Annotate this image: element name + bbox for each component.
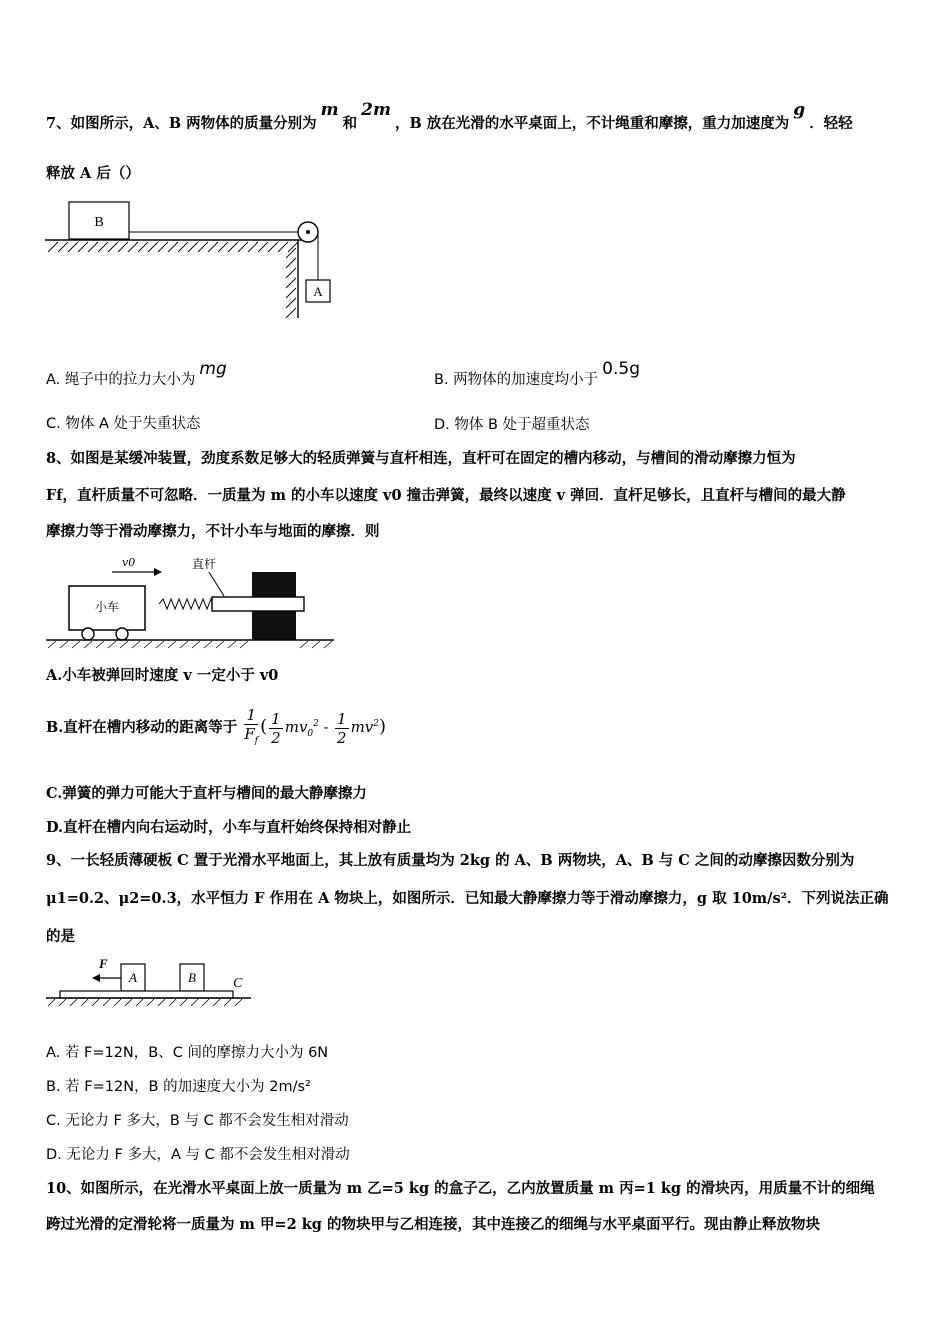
block-b-label: B xyxy=(94,215,104,230)
block-a-label: A xyxy=(129,970,137,985)
q8-stem-line2: Ff，直杆质量不可忽略．一质量为 m 的小车以速度 v0 撞击弹簧，最终以速度 v 弹回．直杆足够长，且直杆与槽间的最大静 xyxy=(46,487,846,504)
q8-fraction: $\frac{1}{F_f}$ xyxy=(244,706,259,746)
q7-option-d: D. 物体 B 处于超重状态 xyxy=(434,417,590,433)
block-b-label: B xyxy=(188,970,196,985)
block-a-label: A xyxy=(313,284,323,299)
gravity-g: g xyxy=(793,100,806,120)
v0-label: v0 xyxy=(122,556,136,569)
q9-stem-line2: μ1=0.2、μ2=0.3，水平恒力 F 作用在 A 物块上，如图所示．已知最大静摩擦力等于滑动摩擦力，g 取 10m/s²．下列说法正确 xyxy=(46,890,889,907)
force-f-label: F xyxy=(99,956,108,971)
rod-label: 直杆 xyxy=(192,557,217,571)
q10-stem-line2: 跨过光滑的定滑轮将一质量为 m 甲=2 kg 的物块甲与乙相连接，其中连接乙的细绳与水平桌面平行。现由静止释放物块 xyxy=(46,1216,820,1233)
q9-option-a: A. 若 F=12N，B、C 间的摩擦力大小为 6N xyxy=(46,1045,329,1061)
q9-figure xyxy=(44,955,259,1011)
q8-stem-line1: 8、如图是某缓冲装置，劲度系数足够大的轻质弹簧与直杆相连，直杆可在固定的槽内移动，与槽间的滑动摩擦力恒为 xyxy=(46,450,796,467)
q8-option-b: B.直杆在槽内移动的距离等于 $\frac{1}{F_f}$ ( $\frac{1}{2}$ $mv_0^2$ - $\frac{1}{2}$ $mv^2$) xyxy=(46,701,904,747)
q8-option-a: A.小车被弹回时速度 v 一定小于 v0 xyxy=(46,667,279,684)
q8-option-c: C.弹簧的弹力可能大于直杆与槽间的最大静摩擦力 xyxy=(46,785,367,802)
mass-m: m xyxy=(320,100,339,120)
q8-figure xyxy=(44,552,344,652)
mass-2m: 2m xyxy=(361,100,391,120)
q7-option-b: B. 两物体的加速度均小于0.5g xyxy=(434,359,640,388)
q9-option-b: B. 若 F=12N，B 的加速度大小为 2m/s² xyxy=(46,1079,311,1095)
q7-stem-line1: 7、如图所示，A、B 两物体的质量分别为m和2m，B 放在光滑的水平桌面上，不计绳重和摩擦，重力加速度为g．轻轻 xyxy=(46,100,853,132)
q7-option-a: A. 绳子中的拉力大小为mg xyxy=(46,359,227,388)
q9-option-c: C. 无论力 F 多大，B 与 C 都不会发生相对滑动 xyxy=(46,1113,349,1129)
q8-stem-line3: 摩擦力等于滑动摩擦力，不计小车与地面的摩擦．则 xyxy=(46,523,380,540)
q8-option-d: D.直杆在槽内向右运动时，小车与直杆始终保持相对静止 xyxy=(46,819,412,836)
cart-label: 小车 xyxy=(94,600,120,614)
q9-stem-line1: 9、一长轻质薄硬板 C 置于光滑水平地面上，其上放有质量均为 2kg 的 A、B 两物块，A、B 与 C 之间的动摩擦因数分别为 xyxy=(46,852,855,869)
q7-figure xyxy=(40,196,340,326)
q9-stem-line3: 的是 xyxy=(46,928,75,945)
q10-stem-line1: 10、如图所示，在光滑水平桌面上放一质量为 m 乙=5 kg 的盒子乙，乙内放置质量 m 丙=1 kg 的滑块丙，用质量不计的细绳 xyxy=(46,1180,875,1197)
q9-option-d: D. 无论力 F 多大，A 与 C 都不会发生相对滑动 xyxy=(46,1147,350,1163)
board-c-label: C xyxy=(233,976,243,991)
q7-option-c: C. 物体 A 处于失重状态 xyxy=(46,416,201,432)
q7-stem-line2: 释放 A 后（） xyxy=(46,165,140,182)
